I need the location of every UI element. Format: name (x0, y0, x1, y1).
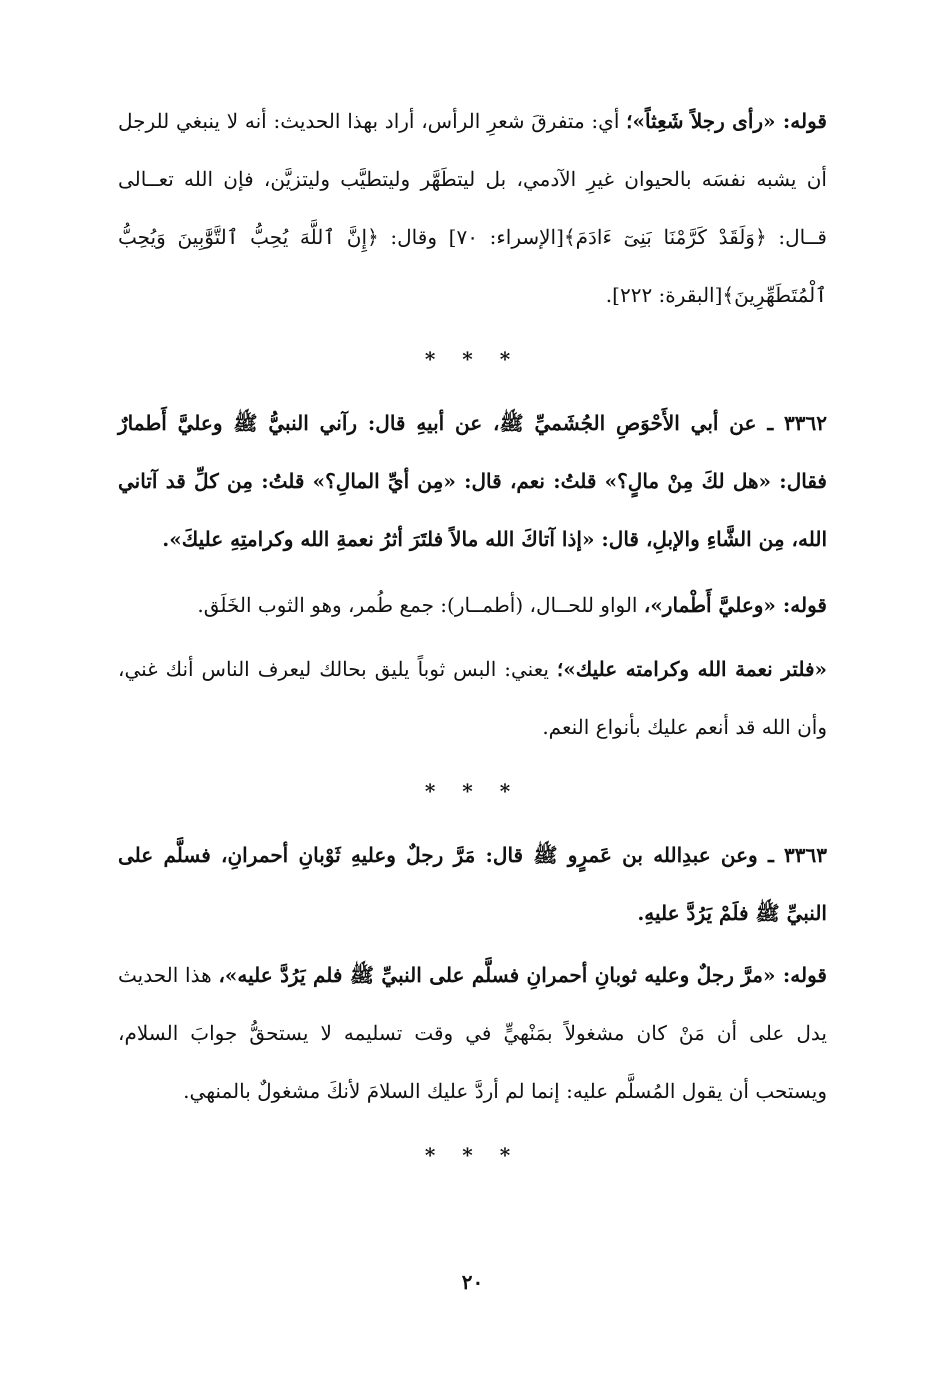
commentary-text: يعني: البس ثوباً يليق بحالك ليعرف الناس أنك غني، وأن الله قد أنعم عليك بأنواع النعم. (118, 657, 827, 739)
commentary-lead: قوله: «مرَّ رجلٌ وعليه ثوبانِ أحمرانِ فسلَّم على النبيِّ ﷺ فلم يَرُدَّ عليه»، (218, 963, 827, 987)
section-separator: * * * (424, 347, 521, 371)
commentary-paragraph (118, 92, 827, 324)
page-body (118, 92, 827, 1321)
commentary-paragraph (118, 946, 827, 1120)
hadith-paragraph: ٣٣٦٣ ـ وعن عبدِالله بن عَمرٍو ﷺ قال: مَرَّ رجلٌ وعليهِ ثَوْبانِ أحمرانِ، فسلَّم على النبيِّ ﷺ فلَمْ يَرُدَّ عليهِ. (118, 843, 827, 925)
commentary-lead: «فلتر نعمة الله وكرامته عليك»؛ (556, 657, 828, 681)
commentary-text: أي: متفرقَ شعرِ الرأس، أراد بهذا الحديث: أنه لا ينبغي للرجل أن يشبه نفسَه بالحيوان غيرِ الآدمي، بل ليتطَهَّر وليتطيَّب وليتزيَّن، فإن الله تعــالى قــال: ﴿وَلَقَدْ كَرَّمْنَا بَنِىٓ ءَادَمَ﴾[الإسراء: ٧٠] وقال: ﴿إِنَّ ٱللَّهَ يُحِبُّ ٱلتَّوَّٰبِينَ وَيُحِبُّ ٱلْمُتَطَهِّرِينَ﴾[البقرة: ٢٢٢]. (118, 109, 827, 307)
commentary-text: الواو للحــال، (أطمــار): جمع طُمر، وهو الثوب الخَلَق. (197, 593, 644, 617)
commentary-lead: قوله: «رأى رجلاً شَعِثاً»؛ (626, 109, 827, 133)
hadith-paragraph: ٣٣٦٢ ـ عن أبي الأَحْوَصِ الجُشَميِّ ﷺ، عن أبيهِ قال: رآني النبيُّ ﷺ وعليَّ أَطمارٌ فقال: «هل لكَ مِنْ مالٍ؟» قلتُ: نعم، قال: «مِن أيِّ المالِ؟» قلتُ: مِن كلِّ قد آتاني الله، مِن الشَّاءِ والإبلِ، قال: «إذا آتاكَ الله مالاً فلتَرَ أثرُ نعمةِ الله وكرامتِهِ عليكَ». (118, 411, 827, 551)
commentary-paragraph (118, 640, 827, 756)
section-separator: * * * (424, 1143, 521, 1167)
commentary-lead: قوله: «وعليَّ أَطْمار»، (643, 593, 827, 617)
section-separator: * * * (424, 779, 521, 803)
commentary-paragraph (118, 576, 827, 634)
commentary-text: هذا الحديث يدل على أن مَنْ كان مشغولاً بمَنْهيٍّ في وقت تسليمه لا يستحقُّ جوابَ السلام، ويستحب أن يقول المُسلَّم عليه: إنما لم أردَّ عليك السلامَ لأنكَ مشغولٌ بالمنهي. (118, 963, 827, 1103)
page-number: ٢٠ (461, 1270, 484, 1294)
